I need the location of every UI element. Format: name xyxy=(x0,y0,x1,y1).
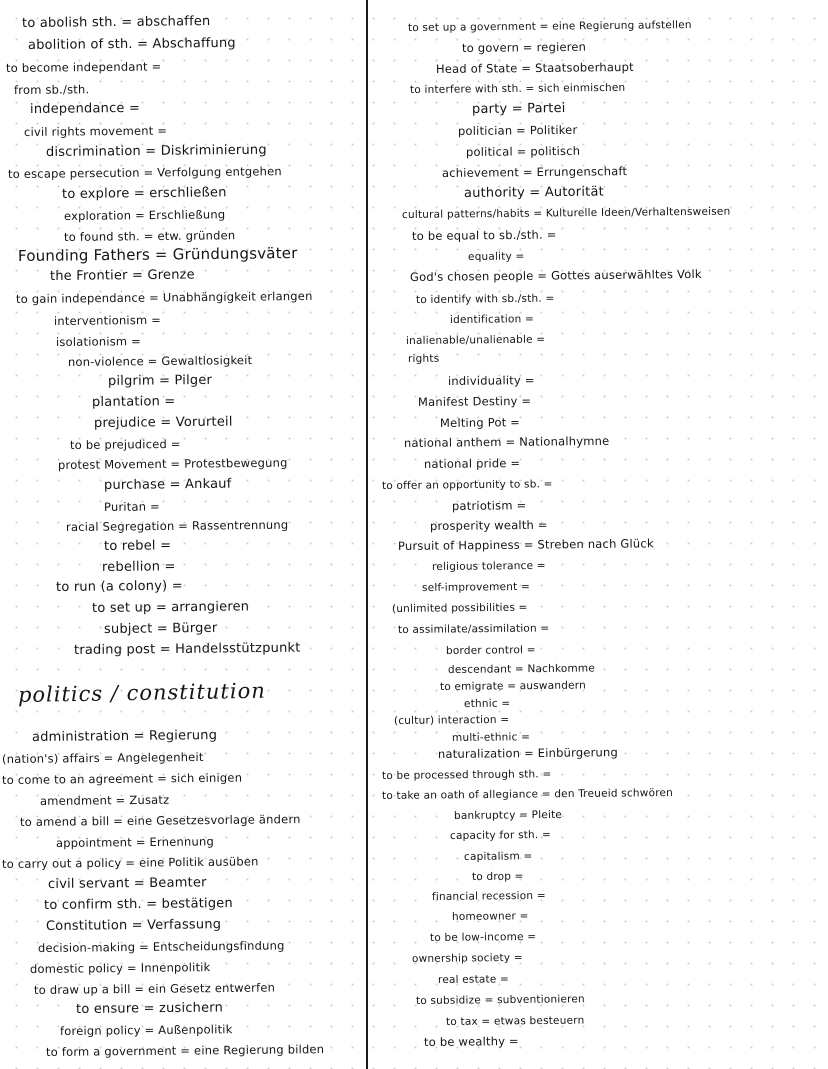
vocab-line: pilgrim = Pilger xyxy=(107,372,213,389)
vocab-line: to draw up a bill = ein Gesetz entwerfen xyxy=(33,980,276,997)
vocab-line: civil servant = Beamter xyxy=(47,875,207,892)
vocab-line: capacity for sth. = xyxy=(449,828,552,842)
vocab-line: to set up = arrangieren xyxy=(91,599,250,616)
vocab-line: naturalization = Einbürgerung xyxy=(437,745,619,761)
vocab-line: Manifest Destiny = xyxy=(417,393,532,409)
vocab-line: real estate = xyxy=(437,973,510,986)
vocab-line: multi-ethnic = xyxy=(451,731,531,744)
vocab-line: non-violence = Gewaltlosigkeit xyxy=(67,353,253,369)
vocab-line: ownership society = xyxy=(411,951,523,965)
vocab-line: to take an oath of allegiance = den Treueid schwören xyxy=(381,786,674,802)
vocab-line: party = Partei xyxy=(471,101,566,117)
vocab-line: to offer an opportunity to sb. = xyxy=(381,478,553,492)
vocab-line: (unlimited possibilities = xyxy=(391,601,528,615)
vocab-line: national anthem = Nationalhymne xyxy=(403,433,610,450)
vocab-line: racial Segregation = Rassentrennung xyxy=(65,517,289,534)
vocab-line: rights xyxy=(407,352,440,365)
vocab-line: Puritan = xyxy=(103,499,160,514)
vocab-line: financial recession = xyxy=(431,889,546,903)
vocab-line: to be low-income = xyxy=(429,930,537,944)
vocab-line: Constitution = Verfassung xyxy=(45,917,222,934)
vocab-line: Melting Pot = xyxy=(439,415,521,430)
vocab-line: to amend a bill = eine Gesetzesvorlage ändern xyxy=(19,812,301,829)
vocab-line: to form a government = eine Regierung bilden xyxy=(45,1042,325,1059)
vocab-line: Founding Fathers = Gründungsväter xyxy=(17,244,298,265)
vocab-line: capitalism = xyxy=(463,850,533,863)
vocab-line: trading post = Handelsstützpunkt xyxy=(73,640,301,658)
vocab-line: administration = Regierung xyxy=(31,728,218,745)
vocab-line: to interfere with sth. = sich einmischen xyxy=(409,81,626,96)
vocab-line: to be equal to sb./sth. = xyxy=(411,227,557,243)
vocab-line: amendment = Zusatz xyxy=(39,792,170,808)
vocab-line: self-improvement = xyxy=(421,580,531,594)
vocab-line: to assimilate/assimilation = xyxy=(397,622,550,636)
vocab-line: patriotism = xyxy=(451,498,527,513)
vocab-line: isolationism = xyxy=(55,334,142,349)
vocab-line: homeowner = xyxy=(451,910,529,923)
vocab-line: the Frontier = Grenze xyxy=(49,267,195,284)
vocab-line: to explore = erschließen xyxy=(61,185,227,202)
vocab-line: to carry out a policy = eine Politik ausüben xyxy=(1,854,259,871)
vocab-line: to confirm sth. = bestätigen xyxy=(43,896,233,913)
vocab-line: to set up a government = eine Regierung aufstellen xyxy=(407,19,692,34)
vocab-line: Head of State = Staatsoberhaupt xyxy=(435,59,634,76)
vocab-line: national pride = xyxy=(423,455,521,471)
vocab-line: to run (a colony) = xyxy=(55,578,183,595)
vocab-line: politician = Politiker xyxy=(457,122,578,138)
column-divider xyxy=(366,0,368,1069)
vocab-line: independance = xyxy=(29,100,141,117)
vocab-line: equality = xyxy=(467,250,525,263)
vocab-line: (nation's) affairs = Angelegenheit xyxy=(1,749,204,766)
vocab-line: to become independant = xyxy=(5,59,162,75)
vocab-line: identification = xyxy=(449,313,535,326)
vocab-line: authority = Autorität xyxy=(463,184,604,201)
vocab-line: cultural patterns/habits = Kulturelle Ideen/Verhaltensweisen xyxy=(401,205,731,221)
vocab-line: civil rights movement = xyxy=(23,123,168,139)
vocab-line: political = politisch xyxy=(465,143,581,159)
vocab-line: abolition of sth. = Abschaffung xyxy=(27,35,236,53)
vocab-line: to abolish sth. = abschaffen xyxy=(21,14,211,31)
vocab-line: to escape persecution = Verfolgung entgehen xyxy=(7,164,282,181)
vocab-line: to identify with sb./sth. = xyxy=(415,292,555,306)
vocab-line: individuality = xyxy=(447,373,535,388)
vocab-line: discrimination = Diskriminierung xyxy=(45,142,267,160)
vocab-line: descendant = Nachkomme xyxy=(447,662,596,676)
vocab-line: religious tolerance = xyxy=(431,559,546,573)
section-heading: politics / constitution xyxy=(17,678,266,707)
vocab-line: to govern = regieren xyxy=(461,39,587,55)
vocab-line: interventionism = xyxy=(53,312,162,328)
vocab-line: plantation = xyxy=(91,394,176,410)
vocab-line: to be processed through sth. = xyxy=(381,768,552,782)
vocab-line: to ensure = zusichern xyxy=(75,1000,224,1017)
vocab-line: purchase = Ankauf xyxy=(103,476,232,493)
vocab-line: to drop = xyxy=(471,870,524,883)
vocab-line: achievement = Errungenschaft xyxy=(441,164,628,180)
vocab-line: protest Movement = Protestbewegung xyxy=(57,455,288,472)
vocab-line: rebellion = xyxy=(101,559,176,575)
vocab-line: to tax = etwas besteuern xyxy=(445,1014,585,1028)
vocab-line: exploration = Erschließung xyxy=(63,207,226,223)
vocab-line: border control = xyxy=(445,644,536,657)
vocab-line: God's chosen people = Gottes auserwähltes Volk xyxy=(409,266,702,284)
vocab-line: from sb./sth. xyxy=(13,82,90,97)
vocab-line: ethnic = xyxy=(463,697,511,710)
vocab-line: (cultur) interaction = xyxy=(393,713,510,727)
vocab-line: to be wealthy = xyxy=(423,1034,519,1049)
vocab-line: subject = Bürger xyxy=(103,620,218,637)
vocab-line: to be prejudiced = xyxy=(69,436,181,452)
vocab-line: Pursuit of Happiness = Streben nach Glück xyxy=(397,536,654,553)
vocab-line: inalienable/unalienable = xyxy=(405,333,546,347)
vocab-line: to rebel = xyxy=(103,538,172,554)
vocab-line: foreign policy = Außenpolitik xyxy=(59,1022,233,1038)
vocab-line: prosperity wealth = xyxy=(429,517,548,533)
vocab-line: to found sth. = etw. gründen xyxy=(63,228,236,244)
vocab-line: to subsidize = subventionieren xyxy=(415,993,585,1007)
vocab-line: decision-making = Entscheidungsfindung xyxy=(37,938,285,955)
vocab-line: to emigrate = auswandern xyxy=(439,679,586,693)
vocab-line: prejudice = Vorurteil xyxy=(93,414,233,431)
vocab-line: to come to an agreement = sich einigen xyxy=(1,770,243,787)
vocab-line: domestic policy = Innenpolitik xyxy=(29,960,211,976)
vocab-line: bankruptcy = Pleite xyxy=(453,808,563,822)
vocab-line: to gain independance = Unabhängigkeit erlangen xyxy=(15,288,313,306)
vocab-line: appointment = Ernennung xyxy=(55,834,214,850)
